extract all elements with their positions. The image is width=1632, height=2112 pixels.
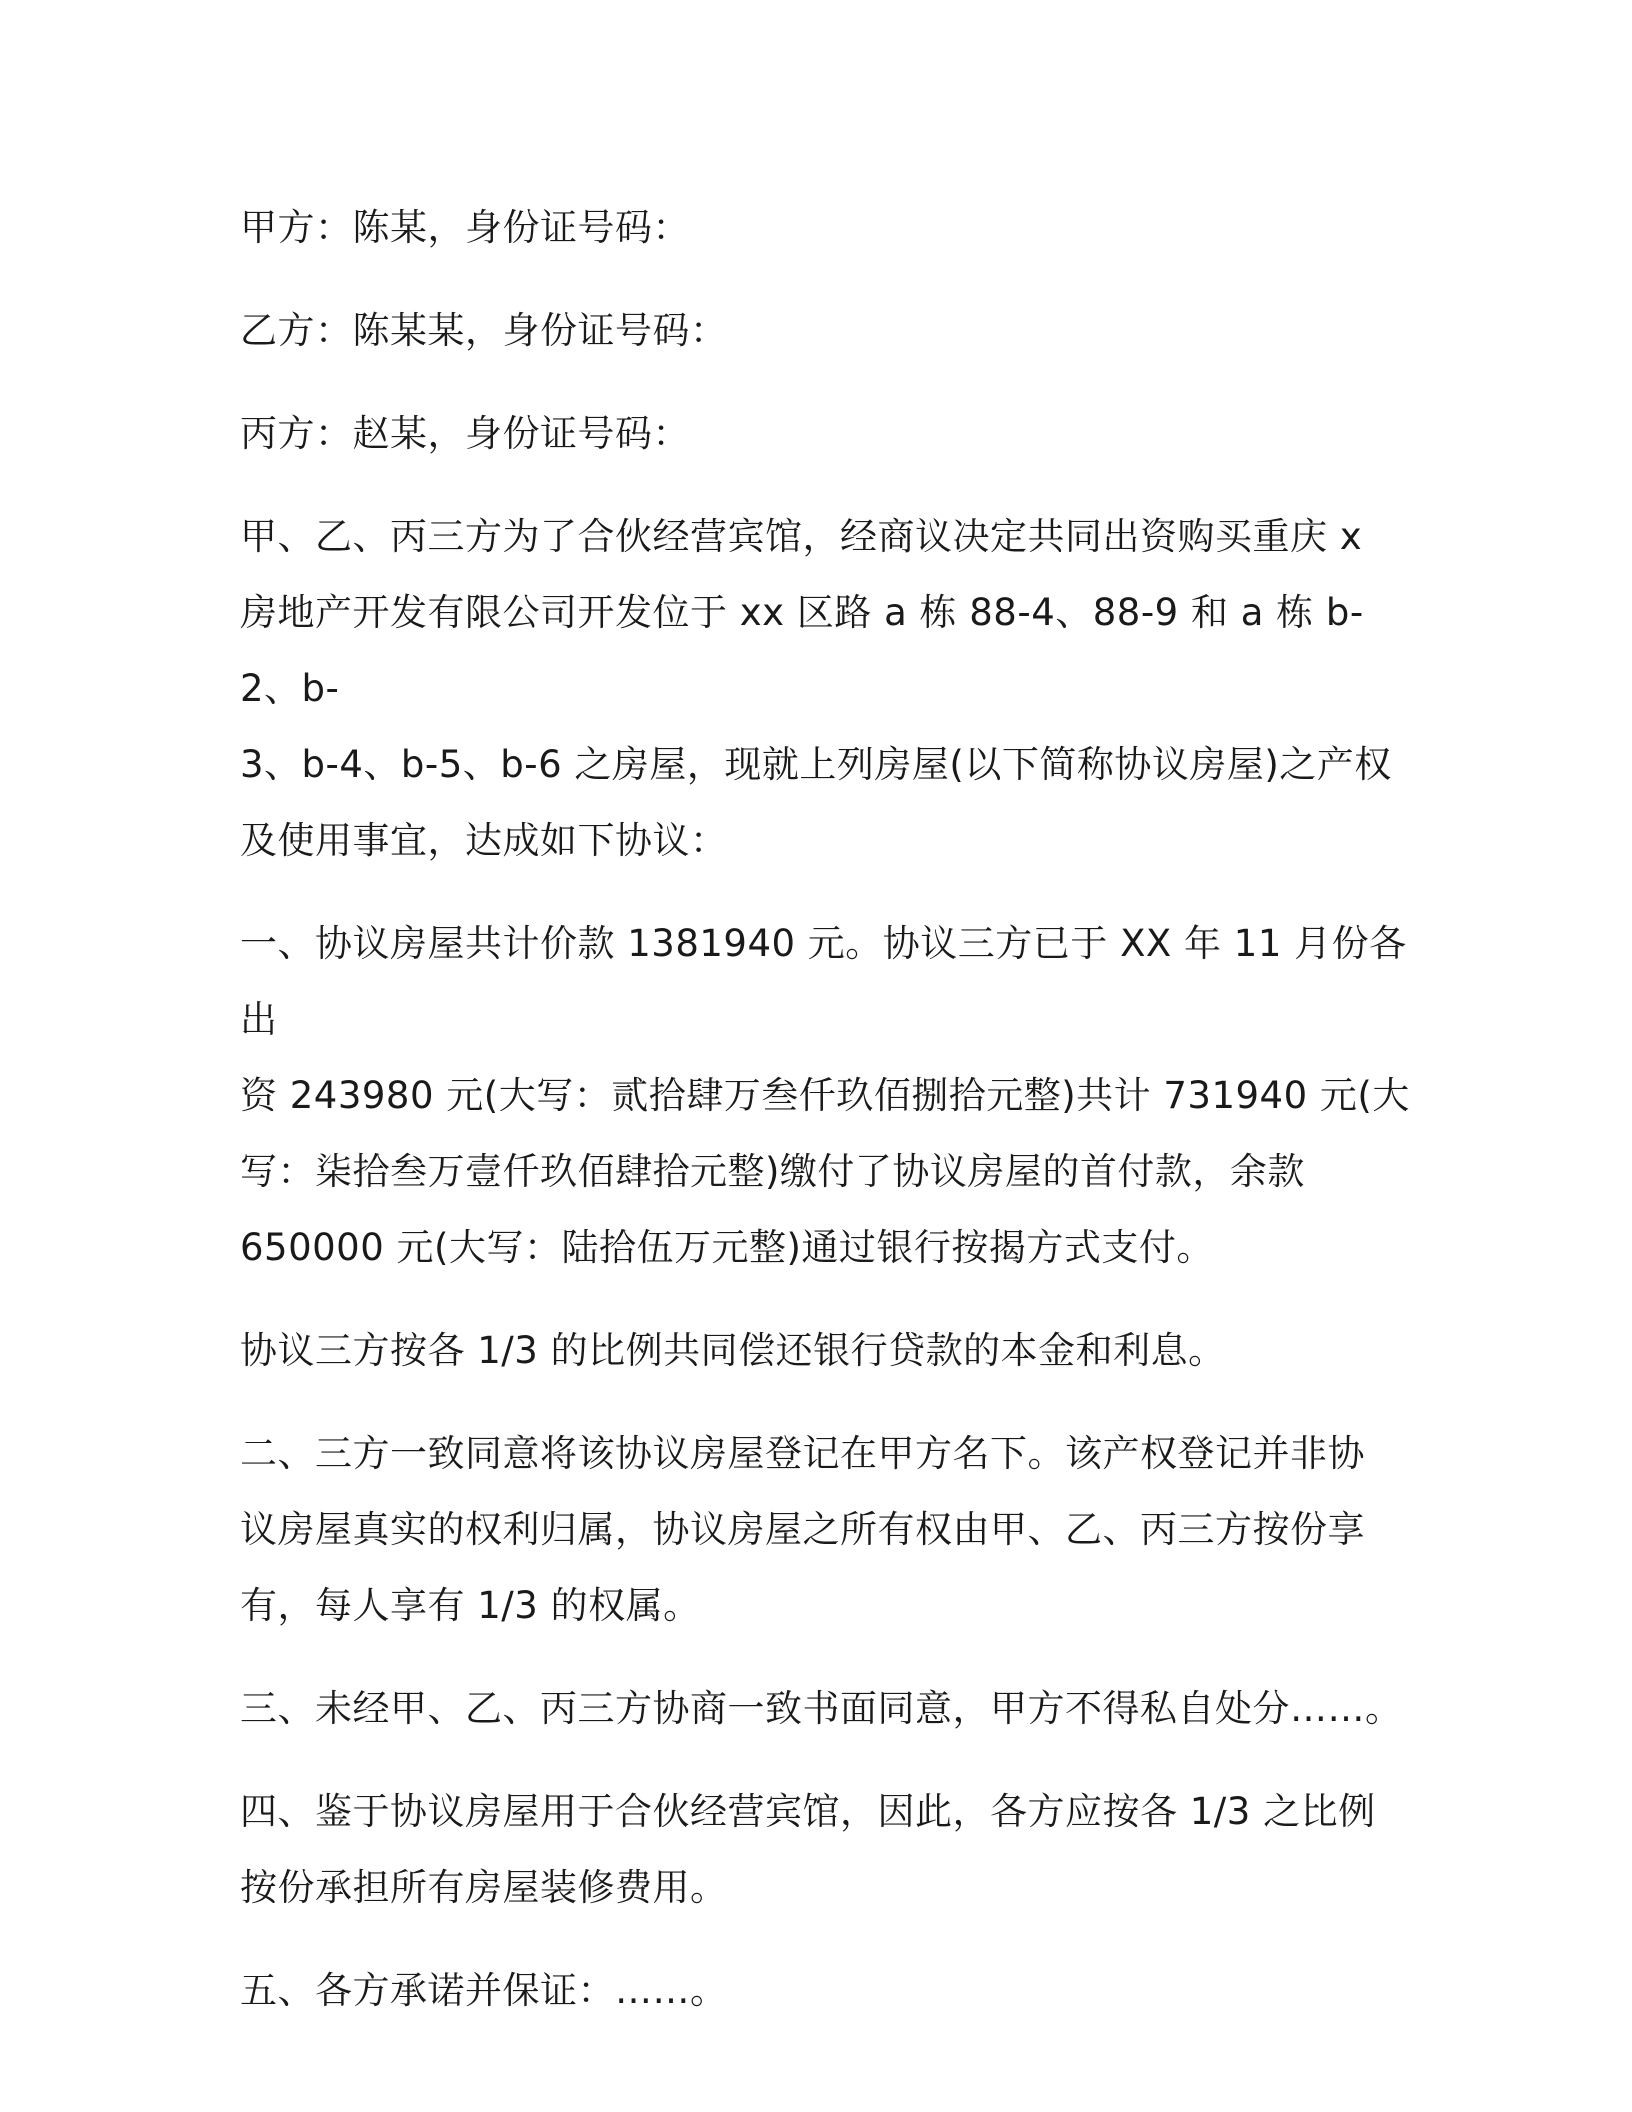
clause-4-paragraph: 四、鉴于协议房屋用于合伙经营宾馆，因此，各方应按各 1/3 之比例 按份承担所有房屋装修费用。	[240, 1790, 1376, 1909]
party-b-line: 乙方：陈某某，身份证号码：	[240, 309, 728, 352]
clause-1-paragraph: 一、协议房屋共计价款 1381940 元。协议三方已于 XX 年 11 月份各出 资 243980 元(大写：贰拾肆万叁仟玖佰捌拾元整)共计 731940 元(大 写：柒拾叁万壹仟玖佰肆拾元整)缴付了协议房屋的首付款，余款 650000 元(大写：陆拾伍万元整)通过银行按揭方式支付。	[240, 922, 1410, 1269]
preamble-paragraph: 甲、乙、丙三方为了合伙经营宾馆，经商议决定共同出资购买重庆 x 房地产开发有限公司开发位于 xx 区路 a 栋 88-4、88-9 和 a 栋 b-2、b- 3、b-4、b-5、b-6 之房屋，现就上列房屋(以下简称协议房屋)之产权 及使用事宜，达成如下协议：	[240, 515, 1392, 862]
party-c-line: 丙方：赵某，身份证号码：	[240, 412, 690, 455]
clause-1-repayment-paragraph: 协议三方按各 1/3 的比例共同偿还银行贷款的本金和利息。	[240, 1329, 1226, 1372]
document-body	[240, 190, 1420, 2056]
clause-3-paragraph: 三、未经甲、乙、丙三方协商一致书面同意，甲方不得私自处分……。	[240, 1687, 1403, 1730]
clause-2-paragraph: 二、三方一致同意将该协议房屋登记在甲方名下。该产权登记并非协 议房屋真实的权利归属，协议房屋之所有权由甲、乙、丙三方按份享 有，每人享有 1/3 的权属。	[240, 1432, 1365, 1627]
clause-5-paragraph: 五、各方承诺并保证：……。	[240, 1969, 728, 2012]
party-a-line: 甲方：陈某，身份证号码：	[240, 206, 690, 249]
